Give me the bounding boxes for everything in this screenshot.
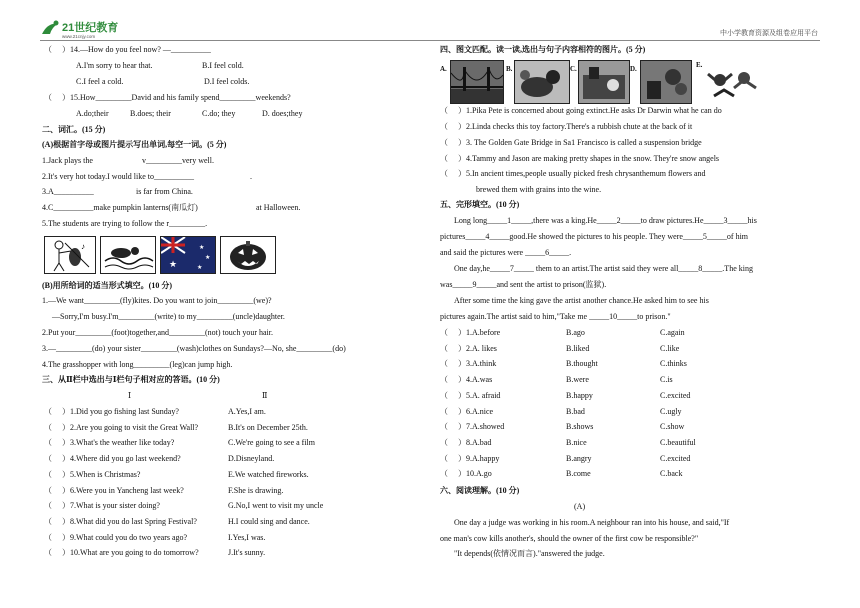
svg-text:★: ★ — [197, 265, 203, 271]
match-answer-8: H.I could sing and dance. — [228, 516, 310, 526]
match-question-8: （ ）8.What did you do last Spring Festival? — [44, 516, 197, 526]
cloze-8-option-a: （ ）8.A.bad — [440, 437, 492, 447]
vocab-5: 5.The students are trying to follow the r_________. — [42, 219, 208, 228]
logo-url: www.21cnjy.com — [62, 34, 96, 39]
match-question-5: （ ）5.When is Christmas? — [44, 469, 141, 479]
cloze-text-1: Long long_____1_____,there was a king.He_____2_____to draw pictures.He_____3_____his — [454, 216, 757, 225]
cloze-9-option-a: （ ）9.A.happy — [440, 453, 500, 463]
picture-match-5: （ ）5.In ancient times,people usually picked fresh chrysanthemum flowers and — [440, 169, 706, 178]
match-question-3: （ ）3.What's the weather like today? — [44, 438, 175, 448]
match-answer-4: D.Disneyland. — [228, 454, 275, 464]
vocab-2-end: . — [250, 172, 252, 181]
pic-label-b: B. — [506, 65, 513, 73]
cloze-1-option-a: （ ）1.A.before — [440, 328, 501, 337]
q15-option-a: A.do;their — [76, 109, 109, 118]
form-3: 3.—_________(do) your sister_________(wash)clothes on Sundays?—No, she_________(do) — [42, 344, 346, 353]
svg-text:★: ★ — [169, 259, 178, 269]
pumpkin-lantern-image — [220, 236, 276, 274]
reading-text-3: "It depends(依情况而言)."answered the judge. — [454, 549, 605, 558]
form-1-reply: —Sorry,I'm busy.I'm_________(write) to my_________(uncle)daughter. — [52, 312, 285, 321]
match-answer-3: C.We're going to see a film — [228, 438, 315, 448]
reading-text-2: one man's cow kills another's, should the owner of the first cow be responsible?" — [440, 534, 699, 543]
pic-label-e: E. — [696, 61, 703, 69]
picture-match-2: （ ）2.Linda checks this toy factory.There's a rubbish chute at the back of it — [440, 122, 693, 131]
cloze-10-option-a: （ ）10.A.go — [440, 469, 492, 479]
svg-text:★: ★ — [199, 245, 205, 251]
vocab-3-end: is far from China. — [136, 187, 193, 196]
cloze-6-option-b: B.bad — [566, 406, 585, 416]
cloze-7-option-c: C.show — [660, 422, 685, 432]
header-platform-text: 中小学教育资源及组卷应用平台 — [720, 29, 818, 37]
match-question-9: （ ）9.What could you do two years ago? — [44, 532, 188, 542]
cloze-1-option-c: C.again — [660, 328, 685, 337]
cloze-10-option-b: B.come — [566, 469, 591, 479]
cloze-3-option-a: （ ）3.A.think — [440, 359, 497, 369]
match-answer-1: A.Yes,I am. — [228, 407, 266, 416]
match-answer-5: E.We watched fireworks. — [228, 469, 309, 479]
cloze-4-option-a: （ ）4.A.was — [440, 375, 493, 385]
q14-option-a: A.I'm sorry to hear that. — [76, 61, 153, 70]
section-2a-title: (A)根据首字母或图片提示写出单词,每空一词。(5 分) — [42, 140, 227, 149]
q15-option-b: B.does; their — [130, 109, 171, 118]
match-question-10: （ ）10.What are you going to do tomorrow? — [44, 548, 199, 558]
cloze-3-option-b: B.thought — [566, 359, 598, 369]
cloze-6-option-c: C.ugly — [660, 406, 682, 416]
cartoon-characters-image — [514, 60, 570, 104]
header-divider — [40, 40, 820, 41]
q14-option-b: B.I feel cold. — [202, 61, 244, 70]
toy-factory-image — [578, 60, 630, 104]
cloze-text-3: and said the pictures were _____6_____. — [440, 248, 572, 257]
match-answer-6: F.She is drawing. — [228, 485, 284, 495]
cloze-5-option-a: （ ）5.A. afraid — [440, 390, 501, 400]
match-answer-2: B.It's on December 25th. — [228, 422, 308, 432]
cloze-text-7: pictures again.The artist said to him,"Take me _____10_____to prison." — [440, 312, 671, 321]
vocab-3: 3.A__________ — [42, 187, 94, 196]
cloze-7-option-a: （ ）7.A.showed — [440, 422, 505, 432]
violin-player-image — [44, 236, 96, 274]
form-1: 1.—We want_________(fly)kites. Do you want to join_________(we)? — [42, 296, 272, 305]
pic-label-c: C. — [570, 65, 577, 73]
cloze-8-option-b: B.nice — [566, 437, 587, 447]
picture-match-5-cont: brewed them with grains into the wine. — [476, 185, 602, 194]
cloze-10-option-c: C.back — [660, 469, 683, 479]
form-4: 4.The grasshopper with long_________(leg)can jump high. — [42, 360, 233, 369]
cloze-2-option-a: （ ）2.A. likes — [440, 343, 497, 353]
picture-match-3: （ ）3. The Golden Gate Bridge in Sa1 Francisco is called a suspension bridge — [440, 138, 702, 147]
golden-gate-bridge-image — [450, 60, 504, 104]
q15-option-c: C.do; they — [202, 109, 236, 118]
vocab-2: 2.It's very hot today.I would like to__________ — [42, 172, 195, 181]
cloze-4-option-b: B.were — [566, 375, 589, 385]
cloze-9-option-c: C.excited — [660, 453, 691, 463]
vocab-1: 1.Jack plays the — [42, 156, 93, 165]
reading-text-1: One day a judge was working in his room.A neighbour ran into his house, and said,"If — [454, 518, 730, 527]
match-question-7: （ ）7.What is your sister doing? — [44, 501, 160, 511]
pic-label-a: A. — [440, 65, 447, 73]
cloze-text-4: One day,he_____7_____ them to an artist.The artist said they were all_____8_____.The king — [454, 264, 753, 273]
cloze-7-option-b: B.shows — [566, 422, 594, 432]
cloze-4-option-c: C.is — [660, 375, 673, 385]
cloze-5-option-b: B.happy — [566, 390, 593, 400]
match-question-4: （ ）4.Where did you go last weekend? — [44, 454, 181, 464]
match-question-2: （ ）2.Are you going to visit the Great Wall? — [44, 422, 199, 432]
column-2-header: Ⅱ — [262, 391, 268, 400]
picture-match-1: （ ）1.Pika Pete is concerned about going extinct.He asks Dr Darwin what he can do — [440, 106, 722, 115]
q14-option-d: D.I feel colds. — [204, 77, 250, 86]
form-2: 2.Put your_________(foot)together,and_________(not) touch your hair. — [42, 328, 273, 337]
svg-text:♪: ♪ — [81, 242, 85, 251]
australia-flag-image — [160, 236, 216, 274]
section-3-title: 三、从Ⅱ栏中选出与Ⅰ栏句子相对应的答语。(10 分) — [42, 375, 220, 384]
vocab-4: 4.C__________make pumpkin lanterns(南瓜灯) — [42, 203, 198, 212]
pic-label-d: D. — [630, 65, 637, 73]
column-1-header: Ⅰ — [128, 391, 132, 400]
match-question-6: （ ）6.Were you in Yancheng last week? — [44, 485, 184, 495]
section-6-title: 六、阅读理解。(10 分) — [440, 486, 520, 495]
match-answer-9: I.Yes,I was. — [228, 532, 266, 542]
question-14: （ ）14.—How do you feel now? —__________ — [44, 45, 211, 54]
section-2-title: 二、词汇。(15 分) — [42, 125, 106, 134]
cloze-text-2: pictures_____4_____good.He showed the pictures to his people. They were_____5_____of him — [440, 232, 749, 241]
q15-option-d: D. does;they — [262, 109, 303, 118]
cloze-6-option-a: （ ）6.A.nice — [440, 406, 494, 416]
q14-option-c: C.I feel a cold. — [76, 77, 124, 86]
section-4-title: 四、图文匹配。读一读,选出与句子内容相符的图片。(5 分) — [440, 45, 646, 54]
swimming-image — [100, 236, 156, 274]
cloze-text-5: was_____9_____and sent the artist to prison(监狱). — [440, 280, 607, 289]
cloze-8-option-c: C.beautiful — [660, 437, 696, 447]
cloze-2-option-b: B.liked — [566, 343, 590, 353]
cloze-1-option-b: B.ago — [566, 328, 585, 337]
cloze-2-option-c: C.like — [660, 343, 680, 353]
match-answer-7: G.No,I went to visit my uncle — [228, 501, 324, 511]
section-2b-title: (B)用所给词的适当形式填空。(10 分) — [42, 281, 172, 290]
vocab-4-end: at Halloween. — [256, 203, 301, 212]
picture-match-4: （ ）4.Tammy and Jason are making pretty shapes in the snow. They're snow angels — [440, 154, 720, 163]
brand-logo — [40, 18, 140, 40]
snow-angels-image — [704, 58, 762, 102]
reading-passage-label: (A) — [574, 502, 586, 511]
question-15: （ ）15.How_________David and his family spend_________weekends? — [44, 93, 291, 102]
match-answer-10: J.It's sunny. — [228, 548, 266, 558]
match-question-1: （ ）1.Did you go fishing last Sunday? — [44, 407, 179, 416]
cloze-text-6: After some time the king gave the artist another chance.He asked him to see his — [454, 296, 709, 305]
cloze-3-option-c: C.thinks — [660, 359, 687, 369]
logo-text: 21世纪教育 — [62, 22, 119, 34]
svg-text:★: ★ — [205, 255, 211, 261]
section-5-title: 五、完形填空。(10 分) — [440, 200, 520, 209]
chrysanthemum-wine-image — [640, 60, 692, 104]
vocab-1-blank: v_________very well. — [142, 156, 214, 165]
cloze-5-option-c: C.excited — [660, 390, 691, 400]
cloze-9-option-b: B.angry — [566, 453, 592, 463]
